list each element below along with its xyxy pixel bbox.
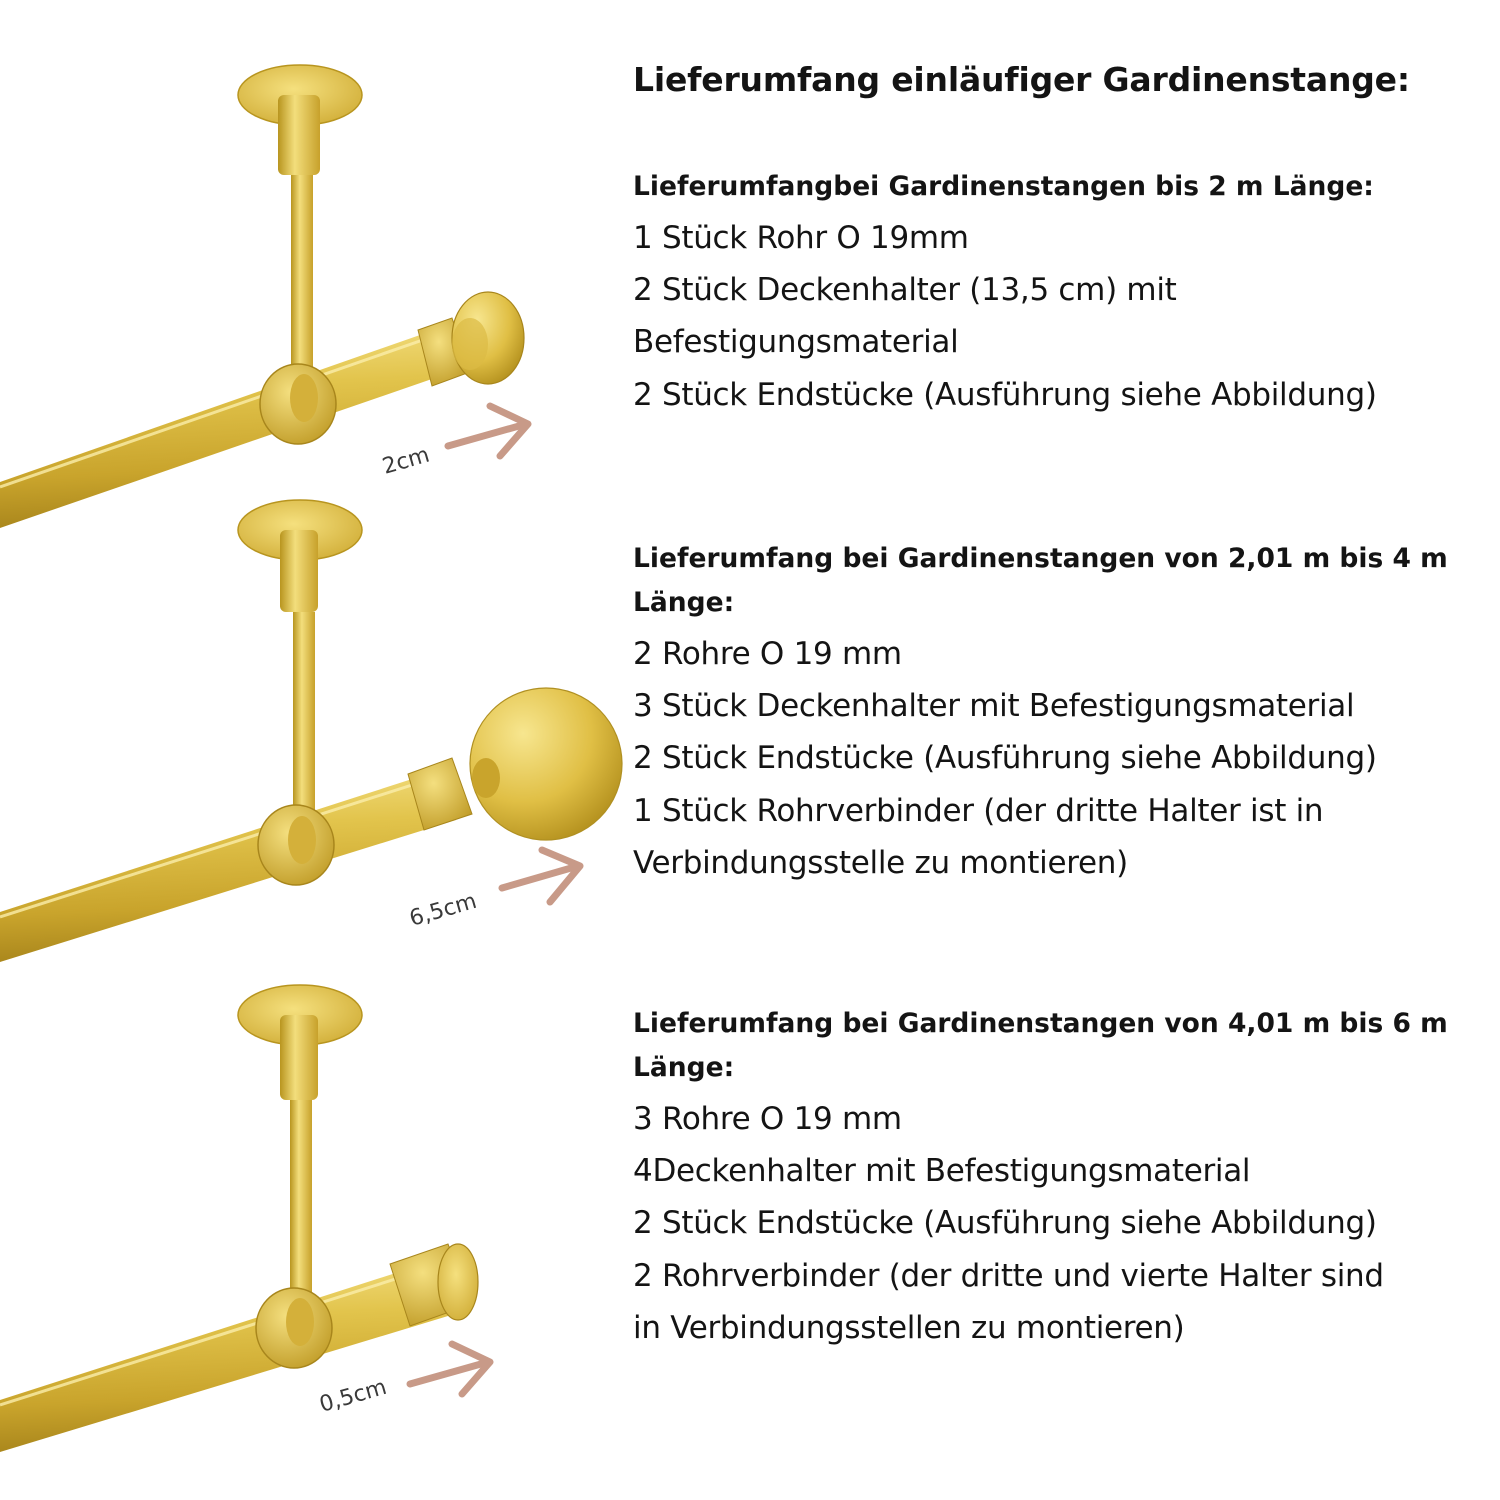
measure-arrow-3	[410, 1344, 490, 1394]
section-heading: Lieferumfang bei Gardinenstangen von 2,01 m bis 4 m Länge:	[633, 543, 1448, 618]
ceiling-bracket-2	[238, 500, 362, 817]
measure-label-2: 6,5cm	[406, 888, 480, 932]
list-item: 2 Stück Endstücke (Ausführung siehe Abbildung)	[633, 740, 1377, 777]
item-suffix: mit Befestigungsmaterial	[855, 1153, 1251, 1190]
ceiling-bracket-3	[238, 985, 362, 1310]
item-prefix: 2 Stück	[633, 272, 757, 309]
rod-ring-1	[260, 364, 336, 444]
end-ball-2	[408, 688, 622, 840]
measure-label-3: 0,5cm	[316, 1374, 390, 1418]
product-illustrations	[0, 0, 630, 1500]
page-title: Lieferumfang einläufiger Gardinenstange:	[633, 60, 1410, 99]
rod-set-3	[0, 985, 490, 1452]
section-up-to-2m	[633, 165, 1493, 421]
list-item	[633, 264, 1493, 316]
rod-set-2	[0, 500, 622, 962]
item-product-name: Deckenhalter	[756, 688, 960, 725]
list-item: 2 Rohrverbinder (der dritte und vierte Halter sind	[633, 1257, 1384, 1294]
item-list	[633, 212, 1493, 421]
curtain-rod-2	[0, 770, 456, 962]
list-item: in Verbindungsstellen zu montieren)	[633, 1309, 1185, 1346]
item-suffix: mit Befestigungsmaterial	[959, 688, 1355, 725]
item-product-name: Deckenhalter	[652, 1153, 856, 1190]
section-heading: Lieferumfang bei Gardinenstangen von 4,01 m bis 6 m Länge:	[633, 1008, 1448, 1083]
list-item: 2 Stück Endstücke (Ausführung siehe Abbildung)	[633, 1205, 1377, 1242]
item-suffix: (13,5 cm) mit	[959, 272, 1177, 309]
curtain-rod-drawings	[0, 0, 630, 1500]
rod-ring-3	[256, 1288, 332, 1368]
measure-arrow-1	[448, 406, 528, 456]
item-prefix: 3 Stück	[633, 688, 757, 725]
curtain-rod-1	[0, 328, 458, 528]
list-item: 1 Stück Rohr O 19mm	[633, 220, 969, 256]
rod-ring-2	[258, 805, 334, 885]
measure-label-1: 2cm	[379, 442, 433, 480]
list-item: Verbindungsstelle zu montieren)	[633, 844, 1128, 881]
list-item	[633, 1145, 1493, 1197]
curtain-rod-3	[0, 1262, 448, 1452]
end-cap-1	[418, 292, 524, 386]
list-item: 2 Stück Endstücke (Ausführung siehe Abbildung)	[633, 376, 1377, 413]
rod-set-1	[0, 65, 528, 528]
list-item: 2 Rohre O 19 mm	[633, 636, 902, 672]
item-prefix: 4	[633, 1153, 653, 1190]
measure-arrow-2	[502, 850, 580, 902]
list-item: 1 Stück Rohrverbinder (der dritte Halter ist in	[633, 792, 1324, 829]
section-4-to-6m	[633, 1002, 1493, 1354]
section-2-to-4m	[633, 537, 1493, 889]
ceiling-bracket-1	[238, 65, 362, 375]
list-item	[633, 680, 1493, 732]
list-item: Befestigungsmaterial	[633, 324, 959, 361]
item-list	[633, 1093, 1493, 1354]
item-list	[633, 628, 1493, 889]
list-item: 3 Rohre O 19 mm	[633, 1101, 902, 1137]
item-product-name: Deckenhalter	[756, 272, 960, 309]
section-heading: Lieferumfangbei Gardinenstangen bis 2 m Länge:	[633, 171, 1374, 202]
